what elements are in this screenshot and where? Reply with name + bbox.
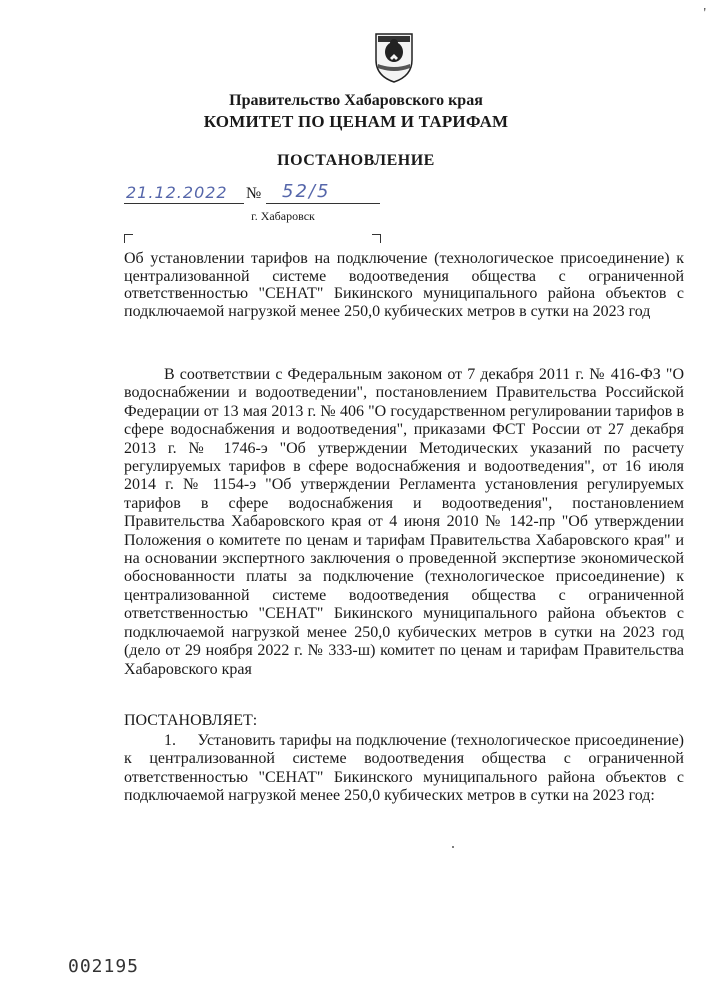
preamble-paragraph: В соответствии с Федеральным законом от 7 декабря 2011 г. № 416-ФЗ "О водоснабжении и водоотведении", постановлением Правительства Российской Федерации от 13 мая 2013 г. № 406 "О государственном регулировании тарифов в сфере водоснабжения и водоотведения", приказами ФСТ России от 27 декабря 2013 г. № 1746-э "Об утверждении Методических указаний по расчету регулируемых тарифов в сфере водоснабжения и водоотведения", от 16 июля 2014 г. № 1154-э "Об утверждении Регламента установления регулируемых тарифов в сфере водоснабжения и водоотведения", постановлением Правительства Хабаровского края от 4 июня 2010 № 142-пр "Об утверждении Положения о комитете по ценам и тарифам Правительства Хабаровского края" и на основании экспертного заключения о проведенной экспертизе экономической обоснованности платы за подключение (технологическое присоединение) к централизованной системе водоотведения общества с ограниченной ответственностью "СЕНАТ" Бикинского муниципального района объектов с подключаемой нагрузкой менее 250,0 кубических метров в сутки на 2023 год (дело от 29 ноября 2022 г. № 333-ш) комитет по ценам и тарифам Правительства Хабаровского края [124, 366, 684, 678]
resolves-heading: ПОСТАНОВЛЯЕТ: [124, 712, 258, 729]
subject-bracket-left [124, 234, 133, 243]
serial-number: 002195 [68, 956, 140, 977]
item-1-paragraph [124, 732, 684, 806]
handwritten-date: 21.12.2022 [126, 183, 228, 202]
item-1-text: Установить тарифы на подключение (технологическое присоединение) к централизованной системе водоотведения общества с ограниченной ответственностью "СЕНАТ" Бикинского муниципального района объектов с подключаемой нагрузкой менее 250,0 кубических метров в сутки на 2023 год: [124, 732, 684, 805]
date-underline [124, 203, 244, 204]
number-label: № [246, 185, 262, 202]
khabarovsk-coat-of-arms-icon [372, 30, 416, 84]
item-1-number: 1. [164, 732, 176, 749]
subject-bracket-right [372, 234, 381, 243]
handwritten-number: 52/5 [282, 181, 331, 202]
registration-line [124, 183, 380, 207]
corner-mark: ' [703, 6, 706, 21]
government-name: Правительство Хабаровского края [229, 92, 483, 109]
number-underline [266, 203, 380, 204]
committee-name: КОМИТЕТ ПО ЦЕНАМ И ТАРИФАМ [203, 112, 509, 131]
speck [452, 846, 454, 848]
document-type: ПОСТАНОВЛЕНИЕ [277, 152, 435, 169]
city: г. Хабаровск [251, 209, 315, 223]
document-subject: Об установлении тарифов на подключение (технологическое присоединение) к централизованной системе водоотведения общества с ограниченной ответственностью "СЕНАТ" Бикинского муниципального района объектов с подключаемой нагрузкой менее 250,0 кубических метров в сутки на 2023 год [124, 250, 684, 320]
